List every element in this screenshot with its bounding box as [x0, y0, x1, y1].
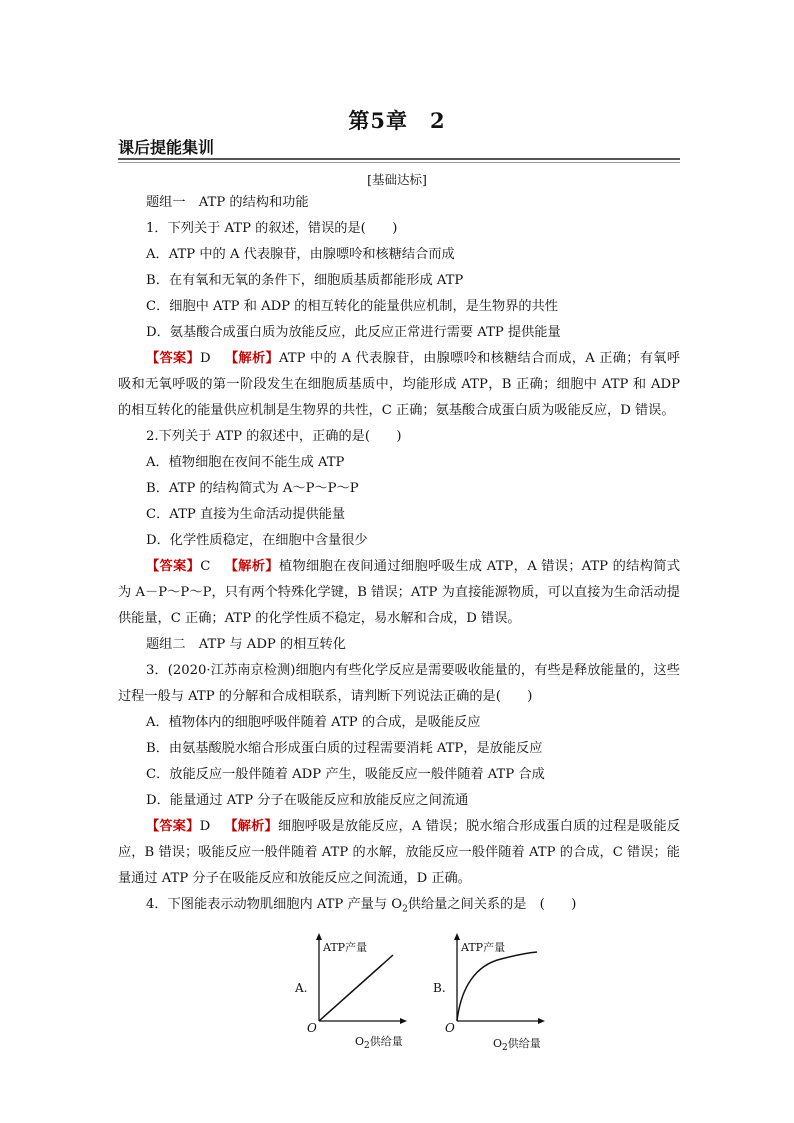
analysis-text: 植物细胞在夜间通过细胞呼吸生成 ATP，A 错误；ATP 的结构简式为 A－P～P～P，只有两个特殊化学键，B 错误；ATP 为直接能源物质，可以直接为生命活动提供能量，C 正确；ATP 的化学性质不稳定，易水解和合成，D 错误。 — [118, 559, 681, 626]
stem-part: 供给量之间关系的是 ( ) — [407, 897, 577, 912]
question-stem: 2.下列关于 ATP 的叙述中，正确的是( ) — [146, 429, 402, 444]
answer-label: 【答案】 — [146, 351, 201, 366]
chapter-title: 第5章 2 — [348, 108, 446, 133]
analysis-text: 细胞呼吸是放能反应，A 错误；脱水缩合形成蛋白质的过程是吸能反应，B 错误；吸能反应一般伴随着 ATP 的水解，放能反应一般伴随着 ATP 的合成，C 错误；能量通过 ATP 分子在吸能反应和放能反应之间流通，D 正确。 — [118, 819, 681, 886]
y-axis-arrow — [316, 933, 322, 940]
group-title: 题组二 ATP 与 ADP 的相互转化 — [146, 637, 346, 652]
answer-block — [118, 346, 680, 424]
graph-a-plot — [293, 927, 413, 1047]
analysis-label: 【解析】 — [224, 351, 279, 366]
option-a: A．ATP 中的 A 代表腺苷，由腺嘌呤和核糖结合而成 — [146, 247, 455, 262]
question-stem: 1．下列关于 ATP 的叙述，错误的是( ) — [146, 221, 398, 236]
analysis-label: 【解析】 — [224, 819, 278, 834]
option-c: C．细胞中 ATP 和 ADP 的相互转化的能量供应机制，是生物界的共性 — [146, 299, 558, 314]
origin-label: O — [307, 1020, 317, 1035]
option-a: A．植物体内的细胞呼吸伴随着 ATP 的合成，是吸能反应 — [146, 715, 481, 730]
answer-value: D — [200, 351, 211, 366]
graph-b-plot — [431, 927, 551, 1047]
origin-label: O — [445, 1020, 455, 1035]
curve-saturating — [457, 952, 537, 1021]
x-axis-arrow — [538, 1018, 545, 1024]
question-stem: 3．(2020·江苏南京检测)细胞内有些化学反应是需要吸收能量的，有些是释放能量的，这些过程一般与 ATP 的分解和合成相联系，请判断下列说法正确的是( ) — [118, 663, 680, 704]
stem-subscript: 2 — [402, 904, 408, 915]
y-axis-arrow — [454, 933, 460, 940]
option-d: D．化学性质稳定，在细胞中含量很少 — [146, 533, 368, 548]
graph-a — [293, 927, 413, 1051]
analysis-text: ATP 中的 A 代表腺苷，由腺嘌呤和核糖结合而成，A 正确；有氧呼吸和无氧呼吸的第一阶段发生在细胞质基质中，均能形成 ATP，B 正确；细胞中 ATP 和 ADP 的相互转化的能量供应机制是生物界的共性，C 正确；氨基酸合成蛋白质为吸能反应，D 错误。 — [118, 351, 681, 418]
header-rule-thick — [118, 158, 680, 160]
option-c: C．ATP 直接为生命活动提供能量 — [146, 507, 346, 522]
answer-value: D — [199, 819, 211, 834]
stem-part: 4．下图能表示动物肌细胞内 ATP 产量与 O — [146, 897, 403, 912]
option-b: B．ATP 的结构简式为 A～P～P～P — [146, 481, 359, 496]
answer-label: 【答案】 — [146, 819, 200, 834]
graph-options — [118, 927, 680, 1057]
graph-label: A. — [295, 980, 308, 995]
group-title: 题组一 ATP 的结构和功能 — [146, 195, 309, 210]
option-b: B．由氨基酸脱水缩合形成蛋白质的过程需要消耗 ATP，是放能反应 — [146, 741, 543, 756]
graph-label: B. — [433, 980, 446, 995]
curve-linear — [319, 955, 393, 1021]
answer-value: C — [200, 559, 211, 574]
answer-block — [118, 554, 680, 632]
answer-block — [118, 814, 680, 892]
answer-label: 【答案】 — [146, 559, 201, 574]
section-title: 课后提能集训 — [118, 138, 215, 157]
x-axis-label: $O_2$供给量 — [493, 1036, 541, 1053]
option-d: D．氨基酸合成蛋白质为放能反应，此反应正常进行需要 ATP 提供能量 — [146, 325, 561, 340]
analysis-label: 【解析】 — [224, 559, 279, 574]
graph-b — [431, 927, 551, 1053]
option-c: C．放能反应一般伴随着 ADP 产生，吸能反应一般伴随着 ATP 合成 — [146, 767, 545, 782]
x-axis-label: $O_2$供给量 — [355, 1034, 403, 1051]
option-b: B．在有氧和无氧的条件下，细胞质基质都能形成 ATP — [146, 273, 464, 288]
x-axis-arrow — [400, 1018, 407, 1024]
level-subhead: [基础达标] — [367, 172, 427, 187]
question-content — [118, 190, 680, 1057]
y-axis-label: ATP产量 — [323, 940, 368, 954]
option-a: A．植物细胞在夜间不能生成 ATP — [146, 455, 345, 470]
option-d: D．能量通过 ATP 分子在吸能反应和放能反应之间流通 — [146, 793, 469, 808]
question-stem — [118, 892, 680, 923]
header-rule-thin — [118, 162, 680, 163]
y-axis-label: ATP产量 — [461, 940, 506, 954]
